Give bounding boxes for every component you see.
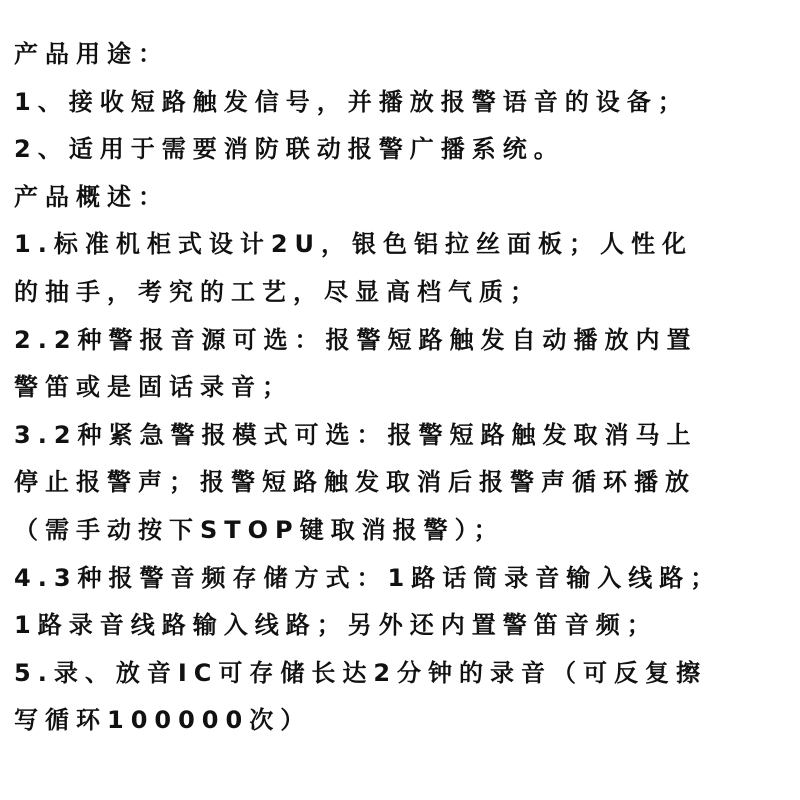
overview-item-4-line-1: 4.3种报警音频存储方式：1路话筒录音输入线路； [14,563,722,592]
overview-item-5-line-1: 5.录、放音IC可存储长达2分钟的录音（可反复擦 [14,658,708,687]
overview-item-4-line-2: 1路录音线路输入线路；另外还内置警笛音频； [14,611,658,640]
heading-product-use: 产品用途： [14,40,169,68]
overview-item-2-line-2: 警笛或是固话录音； [14,373,293,402]
overview-item-3-line-2: 停止报警声；报警短路触发取消后报警声循环播放 [14,468,696,497]
product-description [14,34,794,748]
overview-item-1-line-2: 的抽手，考究的工艺，尽显高档气质； [14,277,541,306]
use-item-2: 2、适用于需要消防联动报警广播系统。 [14,135,565,164]
overview-item-5-line-2: 写循环100000次） [14,706,312,735]
overview-item-3-line-1: 3.2种紧急警报模式可选：报警短路触发取消马上 [14,420,698,449]
overview-item-3-line-3: （需手动按下STOP键取消报警）； [14,515,505,544]
overview-item-2-line-1: 2.2种警报音源可选：报警短路触发自动播放内置 [14,325,698,354]
use-item-1: 1、接收短路触发信号，并播放报警语音的设备； [14,87,689,116]
heading-product-overview: 产品概述： [14,182,169,211]
overview-item-1-line-1: 1.标准机柜式设计2U，银色铝拉丝面板；人性化 [14,230,694,259]
